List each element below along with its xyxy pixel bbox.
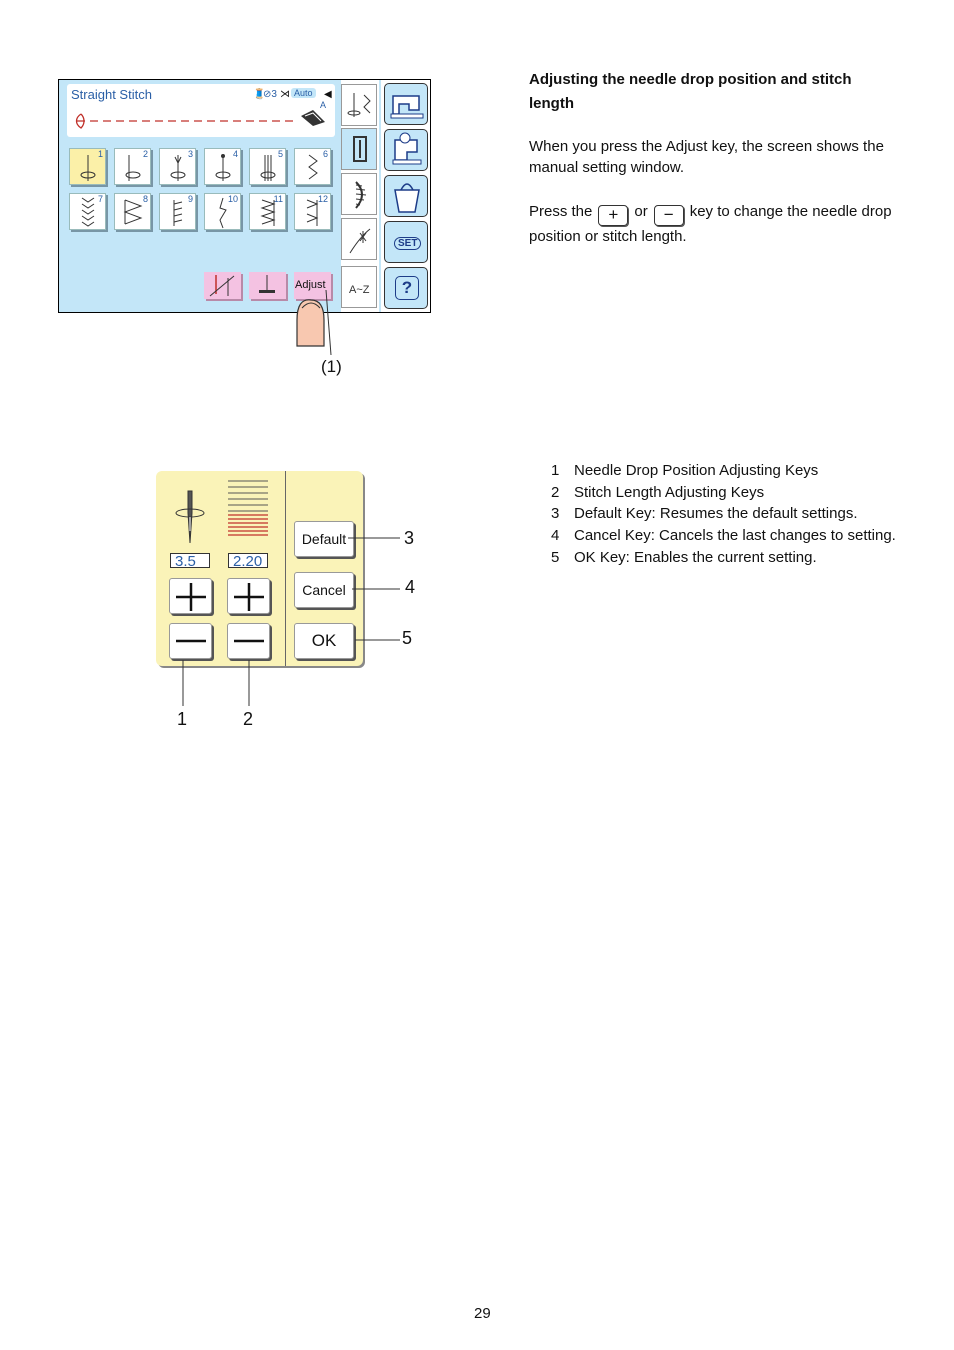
cancel-button[interactable]: Cancel bbox=[294, 572, 354, 608]
set-key-label: SET bbox=[394, 237, 421, 250]
tab-quilting[interactable] bbox=[341, 218, 377, 260]
stitch-key-3[interactable]: 3 bbox=[159, 148, 196, 185]
straight-left-icon bbox=[115, 149, 151, 185]
stretch-overlock-icon bbox=[250, 194, 286, 230]
callout-1: 1 bbox=[177, 709, 188, 729]
auto-badge: Auto bbox=[291, 88, 316, 98]
embroidery-machine-icon bbox=[385, 130, 429, 172]
overcast-icon bbox=[115, 194, 151, 230]
bag-mode-key[interactable] bbox=[384, 175, 428, 217]
tab-decorative[interactable] bbox=[341, 173, 377, 215]
stitch-length-value: 2.20 bbox=[228, 553, 268, 568]
satin-stitch-icon bbox=[342, 174, 378, 216]
needle-position-value: 3.5 bbox=[170, 553, 210, 568]
straight-stitch-icon bbox=[70, 149, 106, 185]
stitch-key-6[interactable]: 6 bbox=[294, 148, 331, 185]
ok-button[interactable]: OK bbox=[294, 623, 354, 659]
list-item: 1 Needle Drop Position Adjusting Keys bbox=[551, 462, 819, 479]
quilt-stitch-icon bbox=[342, 219, 378, 261]
set-mode-key[interactable] bbox=[384, 221, 428, 263]
multi-zigzag-icon bbox=[70, 194, 106, 230]
stitch-key-11[interactable]: 11 bbox=[249, 193, 286, 230]
sewing-machine-icon bbox=[385, 84, 429, 126]
twin-needle-icon bbox=[204, 272, 241, 299]
stitch-key-9[interactable]: 9 bbox=[159, 193, 196, 230]
presser-icon: ⋊ bbox=[280, 89, 290, 100]
callout-4: 4 bbox=[405, 577, 416, 597]
list-item: 3 Default Key: Resumes the default settings. bbox=[551, 505, 858, 522]
utility-stitch-icon bbox=[342, 85, 378, 127]
inline-plus-key: + bbox=[598, 205, 628, 226]
stitch-key-7[interactable]: 7 bbox=[69, 193, 106, 230]
callout-adjust: (1) bbox=[321, 357, 342, 376]
help-icon: ? bbox=[395, 276, 419, 300]
mode-keys bbox=[381, 80, 430, 312]
list-item: 4 Cancel Key: Cancels the last changes to setting. bbox=[551, 527, 896, 544]
lightning-stitch-icon bbox=[205, 194, 241, 230]
callout-3: 3 bbox=[404, 528, 415, 548]
buttonhole-icon bbox=[342, 129, 378, 171]
callout-lines bbox=[170, 520, 413, 710]
section-heading: Adjusting the needle drop position and stitch length bbox=[529, 71, 852, 112]
sound-icon: ◀ bbox=[324, 89, 332, 100]
stitch-key-1[interactable]: 1 bbox=[69, 148, 106, 185]
adjust-key-label: Adjust bbox=[295, 279, 326, 291]
page-number: 29 bbox=[474, 1305, 491, 1322]
stitch-key-4[interactable]: 4 bbox=[204, 148, 241, 185]
stitch-title: Straight Stitch bbox=[71, 87, 152, 102]
twin-needle-key[interactable] bbox=[204, 272, 241, 299]
stitch-key-12[interactable]: 12 bbox=[294, 193, 331, 230]
presser-foot-icon bbox=[299, 106, 327, 128]
bag-icon bbox=[385, 176, 429, 218]
stitch-key-5[interactable]: 5 bbox=[249, 148, 286, 185]
callout-5: 5 bbox=[402, 628, 413, 648]
alphabet-tab-label: A~Z bbox=[349, 284, 370, 296]
inline-minus-key: − bbox=[654, 205, 684, 226]
zigzag-icon bbox=[295, 149, 331, 185]
blind-stitch-icon bbox=[295, 194, 331, 230]
foot-type-label: A bbox=[320, 100, 327, 110]
lock-stitch-icon bbox=[160, 149, 196, 185]
stitch-key-10[interactable]: 10 bbox=[204, 193, 241, 230]
embroidery-mode-key[interactable] bbox=[384, 129, 428, 171]
stitch-selection-screen bbox=[58, 79, 431, 313]
knit-stitch-icon bbox=[160, 194, 196, 230]
triple-stitch-icon bbox=[250, 149, 286, 185]
locking-stitch-icon bbox=[205, 149, 241, 185]
callout-2: 2 bbox=[243, 709, 254, 729]
help-key[interactable] bbox=[384, 267, 428, 309]
stitch-key-8[interactable]: 8 bbox=[114, 193, 151, 230]
stitch-key-2[interactable]: 2 bbox=[114, 148, 151, 185]
tab-buttonhole[interactable] bbox=[341, 128, 377, 170]
paragraph-adjust-key: When you press the Adjust key, the screen shows the manual setting window. bbox=[529, 138, 884, 176]
tension-indicator: ⊘3 bbox=[263, 89, 277, 100]
paragraph-press-keys: Press the + or − key to change the needle drop position or stitch length. bbox=[529, 203, 892, 245]
list-item: 2 Stitch Length Adjusting Keys bbox=[551, 484, 765, 501]
ordinary-mode-key[interactable] bbox=[384, 83, 428, 125]
tab-utility[interactable] bbox=[341, 84, 377, 126]
default-button[interactable]: Default bbox=[294, 521, 354, 557]
stitch-preview bbox=[75, 112, 295, 130]
thread-icon: 🧵 bbox=[253, 89, 266, 100]
pointing-finger-icon bbox=[280, 260, 350, 360]
stitch-header bbox=[67, 84, 335, 137]
list-item: 5 OK Key: Enables the current setting. bbox=[551, 549, 817, 566]
